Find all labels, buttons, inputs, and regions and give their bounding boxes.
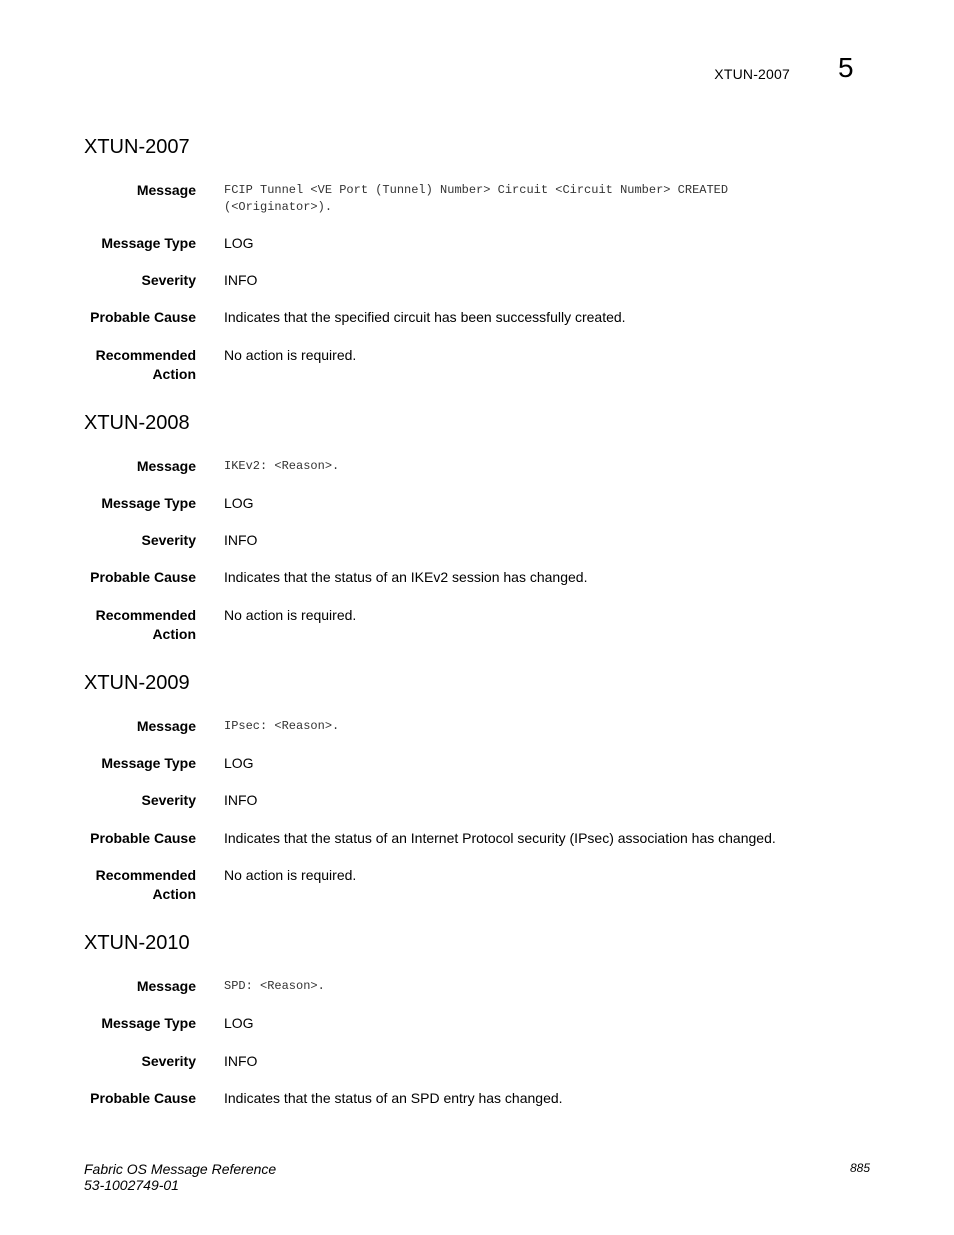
severity-label: Severity — [141, 272, 196, 288]
message-label: Message — [136, 978, 196, 994]
recommended-action-value: No action is required. — [224, 607, 357, 623]
message-type-value: LOG — [224, 755, 254, 771]
recommended-action-label: Recommended Action — [95, 347, 196, 382]
severity-value: INFO — [224, 272, 258, 288]
probable-cause-label: Probable Cause — [90, 1090, 196, 1106]
probable-cause-label: Probable Cause — [90, 830, 196, 846]
message-type-value: LOG — [224, 495, 254, 511]
running-head: XTUN-2007 — [714, 66, 790, 82]
entry-title: XTUN-2007 — [84, 136, 190, 158]
entry-title: XTUN-2009 — [84, 672, 190, 694]
message-value: IKEv2: <Reason>. — [224, 459, 340, 473]
probable-cause-value: Indicates that the specified circuit has been successfully created. — [224, 309, 626, 325]
footer-page-number: 885 — [849, 1161, 870, 1175]
severity-value: INFO — [224, 1053, 258, 1069]
severity-value: INFO — [224, 792, 258, 808]
message-label: Message — [136, 718, 196, 734]
footer-doc-number: 53-1002749-01 — [84, 1177, 179, 1193]
message-type-label: Message Type — [101, 235, 196, 251]
footer-doc-title: Fabric OS Message Reference — [84, 1161, 277, 1177]
message-label: Message — [136, 458, 196, 474]
message-type-label: Message Type — [101, 495, 196, 511]
recommended-action-label: Recommended Action — [95, 607, 196, 642]
recommended-action-value: No action is required. — [224, 347, 357, 363]
message-type-label: Message Type — [101, 755, 196, 771]
message-label: Message — [136, 182, 196, 198]
message-value: FCIP Tunnel <VE Port (Tunnel) Number> Circuit <Circuit Number> CREATED (<Originator>). — [224, 183, 729, 214]
message-type-value: LOG — [224, 235, 254, 251]
severity-value: INFO — [224, 532, 258, 548]
probable-cause-value: Indicates that the status of an Internet Protocol security (IPsec) association has changed. — [224, 830, 776, 846]
footer-document-info — [84, 1161, 276, 1193]
recommended-action-value: No action is required. — [224, 867, 357, 883]
probable-cause-label: Probable Cause — [90, 309, 196, 325]
entry-title: XTUN-2010 — [84, 932, 190, 954]
message-type-value: LOG — [224, 1015, 254, 1031]
severity-label: Severity — [141, 792, 196, 808]
probable-cause-label: Probable Cause — [90, 569, 196, 585]
message-type-label: Message Type — [101, 1015, 196, 1031]
message-value: SPD: <Reason>. — [224, 979, 325, 993]
recommended-action-label: Recommended Action — [95, 867, 196, 902]
severity-label: Severity — [141, 532, 196, 548]
probable-cause-value: Indicates that the status of an IKEv2 session has changed. — [224, 569, 588, 585]
severity-label: Severity — [141, 1053, 196, 1069]
entry-title: XTUN-2008 — [84, 412, 190, 434]
message-value: IPsec: <Reason>. — [224, 719, 340, 733]
probable-cause-value: Indicates that the status of an SPD entry has changed. — [224, 1090, 563, 1106]
chapter-number: 5 — [838, 52, 854, 83]
